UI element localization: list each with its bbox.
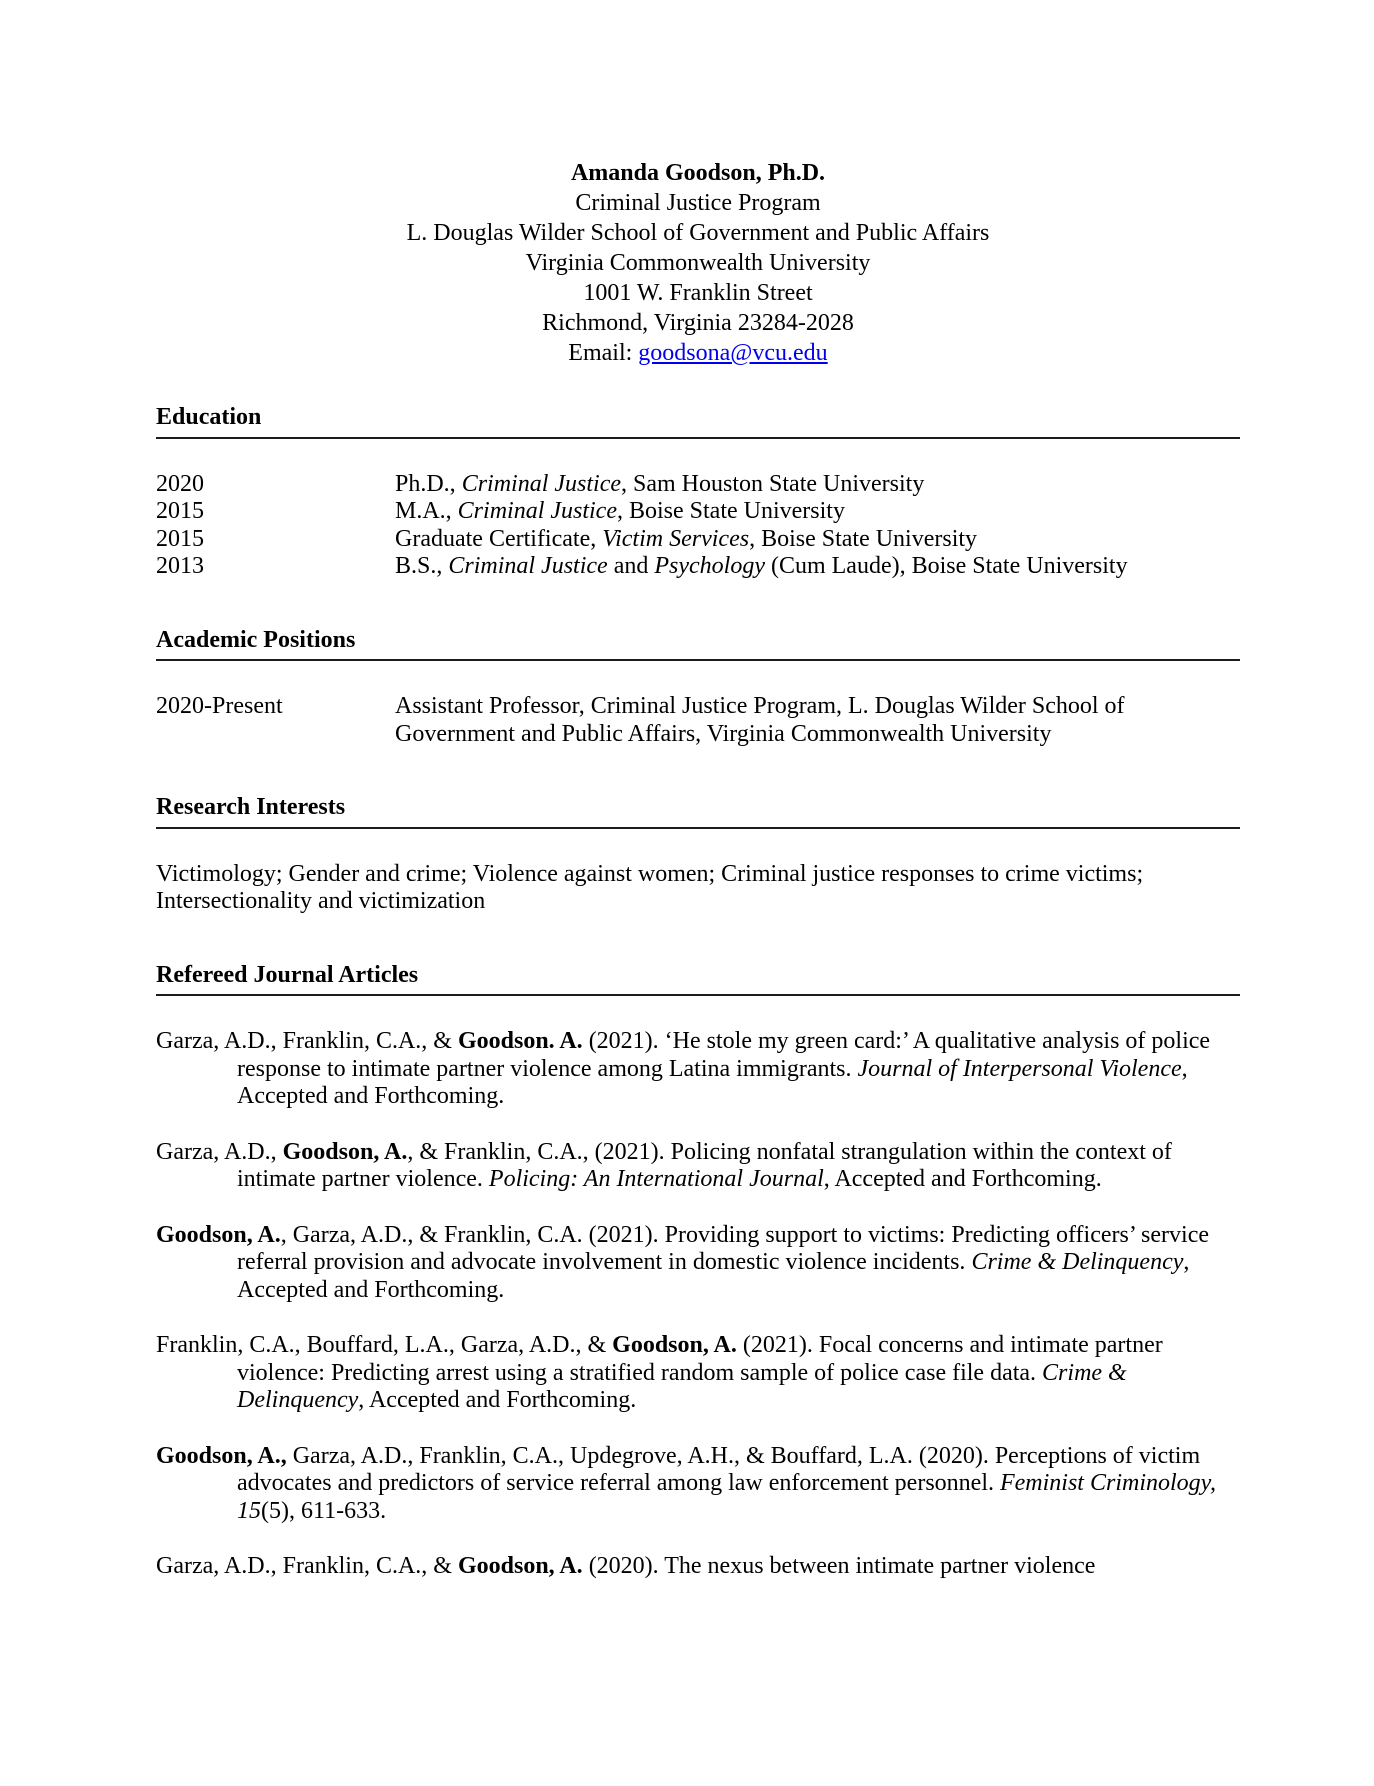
header-line-email bbox=[156, 338, 1240, 368]
publication-item: Garza, A.D., Franklin, C.A., & Goodson, A. (2020). The nexus between intimate partner violence bbox=[156, 1553, 1096, 1579]
academic-positions-heading: Academic Positions bbox=[156, 627, 1240, 662]
education-row bbox=[156, 553, 1240, 581]
cv-header bbox=[156, 158, 1240, 368]
publication-item: Franklin, C.A., Bouffard, L.A., Garza, A.D., & Goodson, A. (2021). Focal concerns and intimate partner violence: Predicting arrest using a stratified random sample of police case file data. Crime & Delinquency, Accepted and Forthcoming. bbox=[156, 1332, 1163, 1413]
research-interests-heading: Research Interests bbox=[156, 794, 1240, 829]
email-label: Email: bbox=[568, 340, 639, 366]
header-line-city: Richmond, Virginia 23284-2028 bbox=[542, 310, 854, 336]
section-publications bbox=[156, 962, 1240, 1581]
education-list bbox=[156, 471, 1240, 581]
email-link[interactable]: goodsona@vcu.edu bbox=[638, 340, 828, 366]
education-year: 2015 bbox=[156, 525, 204, 552]
position-row bbox=[156, 693, 1240, 748]
academic-positions-list bbox=[156, 693, 1240, 748]
education-year: 2020 bbox=[156, 470, 204, 497]
education-row bbox=[156, 471, 1240, 499]
education-row bbox=[156, 526, 1240, 554]
publication-item: Goodson, A., Garza, A.D., Franklin, C.A., Updegrove, A.H., & Bouffard, L.A. (2020). Perceptions of victim advocates and predictors of service referral among law enforcement personnel. Feminist Criminology, 15(5), 611-633. bbox=[156, 1442, 1216, 1524]
education-year: 2015 bbox=[156, 498, 204, 524]
section-academic-positions bbox=[156, 627, 1240, 749]
header-line-street: 1001 W. Franklin Street bbox=[583, 280, 813, 306]
publications-heading: Refereed Journal Articles bbox=[156, 962, 1240, 997]
publication-item: Goodson, A., Garza, A.D., & Franklin, C.A. (2021). Providing support to victims: Predicting officers’ service referral provision and advocate involvement in domestic violence incidents. Crime & Delinquency, Accepted and Forthcoming. bbox=[156, 1221, 1210, 1303]
education-heading: Education bbox=[156, 404, 1240, 439]
position-description: Assistant Professor, Criminal Justice Program, L. Douglas Wilder School of Government and Public Affairs, Virginia Commonwealth University bbox=[395, 693, 1125, 747]
research-interests-body bbox=[156, 861, 1240, 916]
publications-list bbox=[156, 1028, 1240, 1581]
education-year: 2013 bbox=[156, 553, 204, 579]
research-interests-text: Victimology; Gender and crime; Violence against women; Criminal justice responses to crime victims; Intersectionality and victimization bbox=[156, 860, 1144, 914]
header-line-program: Criminal Justice Program bbox=[575, 190, 821, 216]
education-degree: Ph.D., Criminal Justice, Sam Houston State University bbox=[395, 470, 925, 497]
education-degree: Graduate Certificate, Victim Services, Boise State University bbox=[395, 525, 978, 552]
education-row bbox=[156, 498, 1240, 526]
header-line-school: L. Douglas Wilder School of Government and Public Affairs bbox=[406, 220, 990, 246]
section-education bbox=[156, 404, 1240, 581]
publication-item: Garza, A.D., Franklin, C.A., & Goodson. A. (2021). ‘He stole my green card:’ A qualitative analysis of police response to intimate partner violence among Latina immigrants. Journal of Interpersonal Violence, Accepted and Forthcoming. bbox=[156, 1028, 1211, 1109]
person-name: Amanda Goodson, Ph.D. bbox=[570, 160, 826, 186]
section-research-interests bbox=[156, 794, 1240, 916]
header-line-university: Virginia Commonwealth University bbox=[525, 250, 871, 276]
education-degree: M.A., Criminal Justice, Boise State University bbox=[395, 498, 845, 524]
education-degree: B.S., Criminal Justice and Psychology (Cum Laude), Boise State University bbox=[395, 553, 1128, 579]
position-years: 2020-Present bbox=[156, 693, 283, 719]
publication-item: Garza, A.D., Goodson, A., & Franklin, C.A., (2021). Policing nonfatal strangulation within the context of intimate partner violence. Policing: An International Journal, Accepted and Forthcoming. bbox=[156, 1138, 1172, 1192]
